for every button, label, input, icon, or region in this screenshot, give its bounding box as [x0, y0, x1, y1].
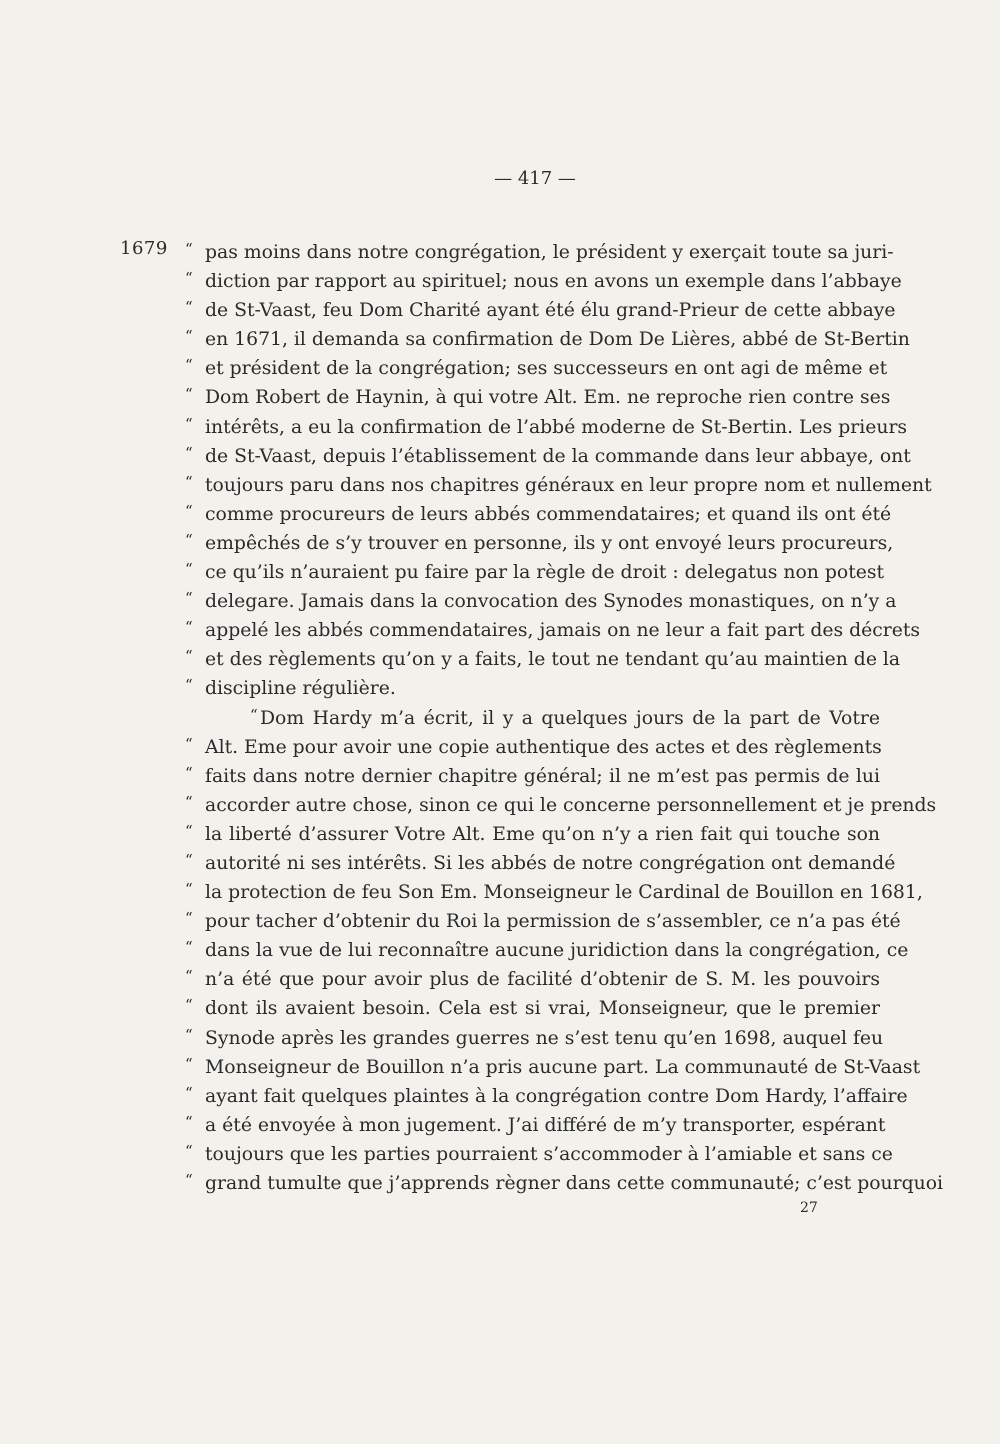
text-line	[185, 704, 880, 733]
text-line	[185, 267, 902, 296]
quote-mark: “	[185, 1171, 193, 1189]
line-text: Alt. Eme pour avoir une copie authentique des actes et des règlements	[205, 736, 882, 758]
signature-mark: 27	[800, 1200, 818, 1216]
quote-mark: “	[185, 821, 193, 840]
quote-mark: “	[185, 1025, 193, 1044]
line-text: la liberté d’assurer Votre Alt. Eme qu’on n’y a rien fait qui touche son	[205, 823, 880, 845]
quote-mark: “	[185, 996, 193, 1015]
line-text: de St-Vaast, depuis l’établissement de la commande dans leur abbaye, ont	[205, 445, 911, 467]
line-text: toujours que les parties pourraient s’accommoder à l’amiable et sans ce	[205, 1143, 893, 1165]
text-line	[185, 238, 894, 267]
line-text: appelé les abbés commendataires, jamais on ne leur a fait part des décrets	[205, 620, 921, 642]
quote-mark: “	[185, 967, 193, 986]
quote-mark: “	[185, 240, 193, 258]
text-line	[185, 733, 880, 762]
text-line	[185, 413, 908, 442]
text-line	[185, 616, 921, 645]
line-text: delegare. Jamais dans la convocation des Synodes monastiques, on n’y a	[205, 591, 897, 613]
line-text: dont ils avaient besoin. Cela est si vrai, Monseigneur, que le premier	[205, 998, 880, 1020]
quote-mark: “	[185, 734, 193, 753]
text-line	[185, 558, 885, 587]
text-line	[185, 1169, 944, 1198]
text-line	[185, 936, 909, 965]
text-line	[185, 965, 880, 994]
line-text: intérêts, a eu la confirmation de l’abbé moderne de St-Bertin. Les prieurs	[205, 416, 908, 438]
quote-mark: “	[185, 327, 193, 346]
line-text: la protection de feu Son Em. Monseigneur le Cardinal de Bouillon en 1681,	[205, 882, 923, 904]
text-line	[185, 820, 880, 849]
line-text: empêchés de s’y trouver en personne, ils y ont envoyé leurs procureurs,	[205, 532, 894, 554]
text-line	[185, 296, 896, 325]
line-text: autorité ni ses intérêts. Si les abbés de notre congrégation ont demandé	[205, 852, 896, 874]
line-text: comme procureurs de leurs abbés commendataires; et quand ils ont été	[205, 503, 892, 525]
line-text: diction par rapport au spirituel; nous en avons un exemple dans l’abbaye	[205, 271, 902, 293]
text-line	[185, 907, 901, 936]
text-line	[185, 471, 932, 500]
text-line	[185, 762, 880, 791]
text-line	[185, 442, 911, 471]
text-line	[185, 849, 896, 878]
line-text: de St-Vaast, feu Dom Charité ayant été élu grand-Prieur de cette abbaye	[205, 300, 896, 322]
line-text: toujours paru dans nos chapitres généraux en leur propre nom et nullement	[205, 474, 932, 496]
text-line	[185, 1111, 886, 1140]
line-text: Dom Hardy m’a écrit, il y a quelques jours de la part de Votre	[260, 707, 880, 729]
line-text: dans la vue de lui reconnaître aucune juridiction dans la congrégation, ce	[205, 940, 909, 962]
quote-mark: “	[185, 414, 193, 433]
line-text: et des règlements qu’on y a faits, le tout ne tendant qu’au maintien de la	[205, 649, 901, 671]
quote-mark: “	[185, 880, 193, 899]
text-line	[185, 1053, 921, 1082]
quote-mark: “	[185, 560, 193, 579]
line-text: faits dans notre dernier chapitre général; il ne m’est pas permis de lui	[205, 765, 880, 787]
text-line	[185, 645, 901, 674]
quote-mark: “	[185, 1112, 193, 1131]
line-text: accorder autre chose, sinon ce qui le concerne personnellement et je prends	[205, 794, 937, 816]
margin-year: 1679	[120, 238, 168, 259]
quote-mark: “	[250, 705, 258, 724]
text-line	[185, 354, 888, 383]
page-number: — 417 —	[494, 168, 576, 189]
text-line	[185, 1082, 908, 1111]
quote-mark: “	[185, 763, 193, 782]
text-line	[185, 994, 880, 1023]
line-text: ayant fait quelques plaintes à la congrégation contre Dom Hardy, l’affaire	[205, 1085, 908, 1107]
line-text: discipline régulière.	[205, 678, 396, 700]
text-line	[185, 791, 937, 820]
text-line	[185, 674, 880, 703]
quote-mark: “	[185, 589, 193, 608]
quote-mark: “	[185, 530, 193, 549]
quote-mark: “	[185, 472, 193, 491]
text-line	[185, 325, 910, 354]
quote-mark: “	[185, 385, 193, 404]
quote-mark: “	[185, 356, 193, 375]
line-text: a été envoyée à mon jugement. J’ai différé de m’y transporter, espérant	[205, 1114, 886, 1136]
text-line	[185, 383, 891, 412]
quote-mark: “	[185, 298, 193, 317]
body-text	[185, 238, 944, 1198]
quote-mark: “	[185, 792, 193, 811]
line-text: Monseigneur de Bouillon n’a pris aucune part. La communauté de St-Vaast	[205, 1056, 921, 1078]
text-line	[185, 878, 923, 907]
line-text: n’a été que pour avoir plus de facilité d’obtenir de S. M. les pouvoirs	[205, 969, 880, 991]
line-text: Synode après les grandes guerres ne s’est tenu qu’en 1698, auquel feu	[205, 1027, 884, 1049]
text-line	[185, 587, 897, 616]
quote-mark: “	[185, 850, 193, 869]
text-line	[185, 1024, 884, 1053]
text-line	[185, 529, 894, 558]
line-text: et président de la congrégation; ses successeurs en ont agi de même et	[205, 358, 888, 380]
quote-mark: “	[185, 269, 193, 288]
quote-mark: “	[185, 1054, 193, 1073]
text-line	[185, 500, 892, 529]
line-text: en 1671, il demanda sa confirmation de Dom De Lières, abbé de St-Bertin	[205, 329, 910, 351]
line-text: Dom Robert de Haynin, à qui votre Alt. Em. ne reproche rien contre ses	[205, 387, 891, 409]
text-line	[185, 1140, 893, 1169]
quote-mark: “	[185, 909, 193, 928]
quote-mark: “	[185, 443, 193, 462]
quote-mark: “	[185, 676, 193, 695]
quote-mark: “	[185, 618, 193, 637]
line-text: pas moins dans notre congrégation, le président y exerçait toute sa juri-	[205, 242, 894, 263]
line-text: grand tumulte que j’apprends règner dans cette communauté; c’est pourquoi	[205, 1173, 944, 1194]
line-text: pour tacher d’obtenir du Roi la permission de s’assembler, ce n’a pas été	[205, 911, 901, 933]
quote-mark: “	[185, 1141, 193, 1160]
line-text: ce qu’ils n’auraient pu faire par la règle de droit : delegatus non potest	[205, 562, 885, 584]
quote-mark: “	[185, 938, 193, 957]
quote-mark: “	[185, 501, 193, 520]
quote-mark: “	[185, 647, 193, 666]
quote-mark: “	[185, 1083, 193, 1102]
